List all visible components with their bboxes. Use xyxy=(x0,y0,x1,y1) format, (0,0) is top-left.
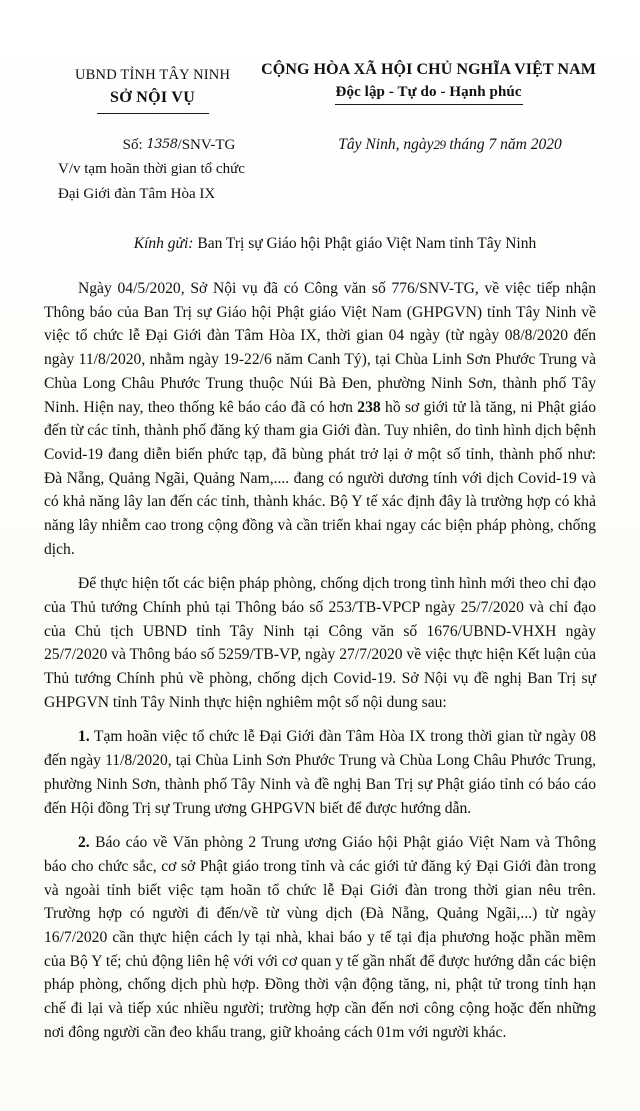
body-paragraph: 1. Tạm hoãn việc tổ chức lễ Đại Giới đàn Tâm Hòa IX trong thời gian từ ngày 08 đến ngày 11/8/2020, tại Chùa Linh Sơn Phước Trung và Chùa Long Châu Phước Trung, phường Ninh Sơn, thành phố Tây Ninh và đề nghị Ban Trị sự Phật giáo tỉnh có báo cáo đến Hội đồng Trị sự Trung ương GHPGVN biết để được hướng dẫn. xyxy=(44,728,596,817)
subject-line-1: V/v tạm hoãn thời gian tổ chức xyxy=(58,161,245,178)
date-day-handwritten: 29 xyxy=(433,136,446,152)
issuing-authority-block xyxy=(44,52,261,114)
subject-line-2: Đại Giới đàn Tâm Hòa IX xyxy=(58,185,216,202)
body-paragraph: 2. Báo cáo về Văn phòng 2 Trung ương Giáo hội Phật giáo Việt Nam và Thông báo cho chức sắc, cơ sở Phật giáo trong tỉnh và các giới tử đăng ký Đại Giới đàn trong và ngoài tỉnh biết việc tạm hoãn tổ chức lễ Đại Giới đàn trong thời gian nêu trên. Trường hợp có người đi đến/về từ vùng dịch (Đà Nẵng, Quảng Ngãi,...) từ ngày 16/7/2020 cần thực hiện cách ly tại nhà, khai báo y tế tại địa phương hoặc phần mềm của Bộ Y tế; chủ động liên hệ với với cơ quan y tế gần nhất để được hướng dẫn các biện pháp phòng, chống dịch phù hợp. Đồng thời vận động tăng, ni, phật tử trong tỉnh hạn chế đi lại và tiếp xúc nhiều người; trường hợp cần đến nơi công cộng hoặc đến những nơi đông người cần đeo khẩu trang, giữ khoảng cách 01m với người khác. xyxy=(44,834,596,1041)
department-name: SỞ NỘI VỤ xyxy=(110,88,196,106)
body-paragraph: Để thực hiện tốt các biện pháp phòng, chống dịch trong tình hình mới theo chỉ đạo của Thủ tướng Chính phủ tại Thông báo số 253/TB-VPCP ngày 25/7/2020 và chỉ đạo của Chủ tịch UBND tỉnh Tây Ninh tại Công văn số 1676/UBND-VHXH ngày 25/7/2020 và Thông báo số 5259/TB-VP, ngày 27/7/2020 về việc thực hiện Kết luận của Thủ tướng Chính phủ về phòng, chống dịch Covid-19. Sở Nội vụ đề nghị Ban Trị sự GHPGVN tỉnh Tây Ninh thực hiện nghiêm một số nội dung sau: xyxy=(44,575,596,711)
document-number-block xyxy=(44,134,304,206)
national-motto: Độc lập - Tự do - Hạnh phúc xyxy=(335,83,522,100)
recipient-value: Ban Trị sự Giáo hội Phật giáo Việt Nam tỉnh Tây Ninh xyxy=(197,235,537,253)
header-left-divider xyxy=(97,113,209,114)
document-meta-block xyxy=(44,134,596,206)
header-right-divider xyxy=(335,104,523,105)
place-date-block xyxy=(304,134,596,206)
document-number-row xyxy=(54,134,304,157)
place-date-suffix: tháng 7 năm 2020 xyxy=(449,135,562,153)
body-paragraph: Ngày 04/5/2020, Sở Nội vụ đã có Công văn số 776/SNV-TG, về việc tiếp nhận Thông báo của Ban Trị sự Giáo hội Phật giáo Việt Nam (GHPGVN) tỉnh Tây Ninh về việc tổ chức lễ Đại Giới đàn Tâm Hòa IX, thời gian 04 ngày (từ ngày 08/8/2020 đến ngày 11/8/2020, nhằm ngày 19-22/6 năm Canh Tý), tại Chùa Linh Sơn Phước Trung và Chùa Long Châu Phước Trung thuộc Núi Bà Đen, phường Ninh Sơn, thành phố Tây Ninh. Hiện nay, theo thống kê báo cáo đã có hơn 238 hồ sơ giới tử là tăng, ni Phật giáo đến từ các tỉnh, thành phố đăng ký tham gia Giới đàn. Tuy nhiên, do tình hình dịch bệnh Covid-19 đang diễn biến phức tạp, đã bùng phát trở lại ở một số tỉnh, thành phố như: Đà Nẵng, Quảng Ngãi, Quảng Nam,.... đang có người dương tính với dịch Covid-19 và có khả năng lây lan đến các tỉnh, thành khác. Bộ Y tế xác định đây là trường hợp có khả năng lây nhiễm cao trong cộng đồng và cần triển khai ngay các biện pháp phòng, chống dịch. xyxy=(44,280,597,558)
document-body xyxy=(44,277,596,1044)
province-name: UBND TỈNH TÂY NINH xyxy=(74,67,231,83)
document-number-prefix: Số: xyxy=(122,136,143,153)
place-date-prefix: Tây Ninh, ngày xyxy=(338,135,434,153)
document-header xyxy=(44,52,596,114)
national-heading-block xyxy=(261,52,596,105)
country-name: CỘNG HÒA XÃ HỘI CHỦ NGHĨA VIỆT NAM xyxy=(261,61,596,78)
recipient-line xyxy=(44,235,596,253)
recipient-label: Kính gửi: xyxy=(133,235,194,253)
document-number-suffix: /SNV-TG xyxy=(177,136,236,153)
document-number-handwritten: 1358 xyxy=(146,136,178,152)
